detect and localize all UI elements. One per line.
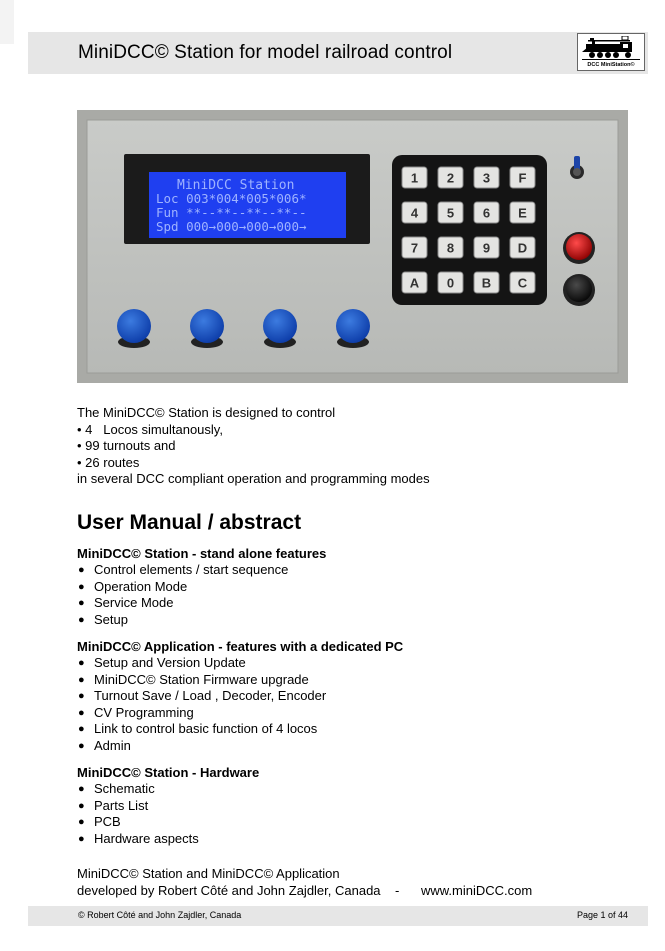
keypad-key (438, 237, 463, 258)
lcd-line-1: MiniDCC Station (177, 178, 295, 193)
intro-line: • 4 Locos simultanously, (77, 421, 223, 437)
intro-line: The MiniDCC© Station is designed to control (77, 405, 336, 420)
feature-list (77, 655, 403, 754)
list-item: ● Admin (78, 737, 131, 753)
keypad-key-label: 2 (446, 170, 455, 186)
list-item: ● Control elements / start sequence (78, 562, 289, 577)
red-push-button (563, 232, 595, 264)
list-item: ● Parts List (78, 797, 149, 813)
keypad-key (474, 202, 499, 223)
knob-3 (263, 309, 297, 348)
ministation-logo (577, 33, 645, 71)
intro-line: • 99 turnouts and (77, 438, 176, 453)
section-application (77, 638, 403, 754)
keypad-key-label: F (518, 170, 527, 186)
keypad-key (438, 202, 463, 223)
bullet-icon: ● (78, 673, 85, 686)
bullet-icon: ● (78, 723, 85, 735)
lcd-line-4: Spd 000→000→000→000→ (156, 219, 307, 234)
bullet-icon: ● (78, 832, 85, 845)
keypad-key-label: B (481, 275, 492, 291)
keypad-key-label: E (518, 205, 527, 221)
list-item: ● Service Mode (78, 595, 174, 610)
locomotive-icon (582, 36, 640, 62)
bullet-icon: ● (78, 816, 85, 828)
keypad-key (402, 272, 427, 293)
manual-title: User Manual / abstract (77, 511, 302, 534)
list-item: ● PCB (78, 814, 121, 829)
keypad-key-label: D (517, 240, 528, 256)
bullet-icon: ● (78, 580, 85, 593)
keypad-key-label: 9 (482, 240, 491, 256)
section-heading: MiniDCC© Application - features with a dedicated PC (77, 639, 404, 654)
keypad-key (438, 167, 463, 188)
list-item: ● Turnout Save / Load , Decoder, Encoder (78, 688, 327, 703)
keypad-key (474, 167, 499, 188)
keypad-key (402, 167, 427, 188)
keypad-key (510, 202, 535, 223)
keypad-key (474, 272, 499, 293)
list-item: ● Setup and Version Update (78, 655, 246, 670)
keypad-key (474, 237, 499, 258)
bullet-icon: ● (78, 690, 85, 702)
bullet-icon: ● (78, 564, 85, 576)
lcd-display (124, 154, 370, 244)
bullet-icon: ● (78, 597, 85, 609)
list-item: ● Link to control basic function of 4 locos (78, 721, 318, 736)
list-item: ● Schematic (78, 781, 155, 796)
keypad-key-label: C (517, 275, 528, 291)
keypad-key-label: 6 (482, 205, 491, 221)
intro-line: in several DCC compliant operation and programming modes (77, 471, 430, 486)
credits (77, 866, 532, 899)
keypad-key (510, 272, 535, 293)
logo-caption: DCC MiniStation© (587, 62, 635, 68)
device-photo (77, 110, 628, 383)
bullet-icon: ● (78, 613, 85, 626)
black-push-button (563, 274, 595, 306)
section-hardware (77, 764, 259, 847)
keypad (392, 155, 547, 305)
keypad-key-label: 1 (410, 170, 419, 186)
keypad-key (402, 202, 427, 223)
list-item: ● Hardware aspects (78, 830, 199, 846)
lcd-line-3: Fun **--**--**--**-- (156, 205, 307, 220)
lcd-line-2: Loc 003*004*005*006* (156, 191, 307, 206)
feature-list (77, 562, 326, 628)
intro-line: • 26 routes (77, 454, 140, 470)
bullet-icon: ● (78, 739, 85, 752)
bullet-icon: ● (78, 706, 85, 719)
keypad-key-label: 0 (446, 275, 455, 291)
keypad-key-label: 5 (446, 205, 455, 221)
keypad-key-label: 4 (410, 205, 419, 221)
footer-copyright: © Robert Côté and John Zajdler, Canada (78, 910, 242, 920)
keypad-key (438, 272, 463, 293)
knob-4 (336, 309, 370, 348)
bullet-icon: ● (78, 799, 85, 812)
knob-2 (190, 309, 224, 348)
page-title: MiniDCC© Station for model railroad control (78, 42, 453, 63)
keypad-key (402, 237, 427, 258)
page-edge-mark (0, 0, 14, 44)
keypad-key-label: 3 (482, 170, 491, 186)
list-item: ● Setup (78, 611, 128, 627)
credits-line: MiniDCC© Station and MiniDCC© Application (77, 866, 340, 881)
credits-line: developed by Robert Côté and John Zajdler, Canada - www.miniDCC.com (77, 882, 533, 898)
keypad-key-label: 7 (410, 240, 419, 256)
list-item: ● CV Programming (78, 704, 194, 720)
bullet-icon: ● (78, 783, 85, 795)
page-number: Page 1 of 44 (576, 910, 628, 920)
header-bar (28, 32, 648, 74)
feature-list (77, 781, 259, 847)
intro-text (77, 405, 430, 488)
section-heading: MiniDCC© Station - stand alone features (77, 546, 327, 561)
list-item: ● MiniDCC© Station Firmware upgrade (78, 671, 309, 687)
keypad-key (510, 167, 535, 188)
keypad-key (510, 237, 535, 258)
bullet-icon: ● (78, 657, 85, 669)
footer-bar (28, 906, 648, 926)
list-item: ● Operation Mode (78, 578, 188, 594)
section-standalone (77, 545, 326, 628)
knob-1 (117, 309, 151, 348)
section-heading: MiniDCC© Station - Hardware (77, 765, 260, 780)
keypad-key-label: A (409, 275, 420, 291)
keypad-key-label: 8 (446, 240, 455, 256)
